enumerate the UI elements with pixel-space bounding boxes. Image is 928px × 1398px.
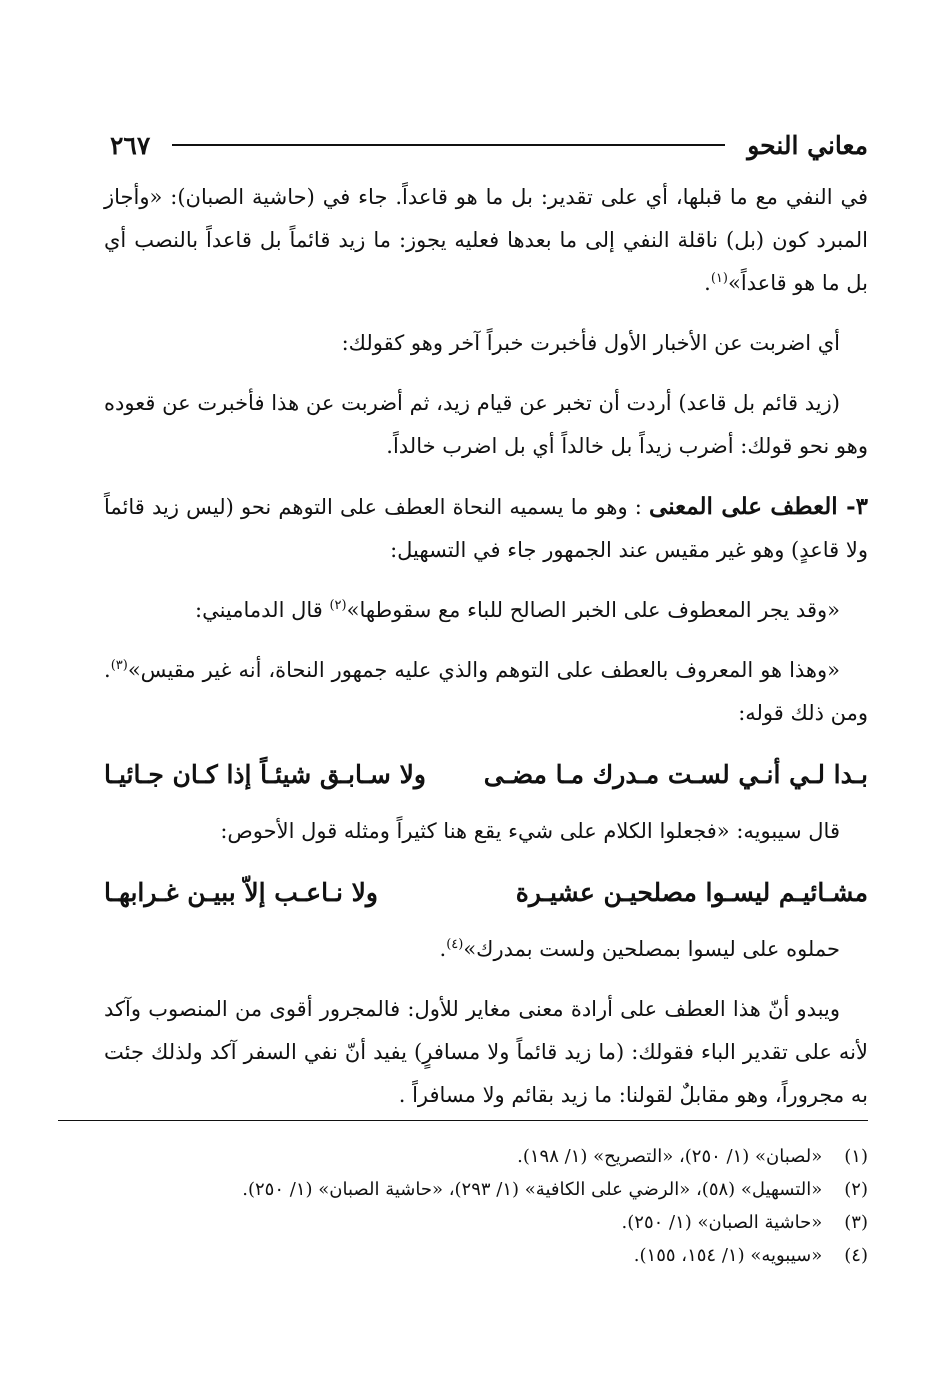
footnote-4 [104,1239,868,1272]
paragraph-3: (زيد قائم بل قاعد) أردت أن تخبر عن قيام زيد، ثم أضربت عن هذا فأخبرت عن قعوده وهو نحو قولك: أضرب زيداً بل خالداً أي بل اضرب خالداً. [104,391,868,458]
paragraph-5-text: «وقد يجر المعطوف على الخبر الصالح للباء مع سقوطها» [346,598,840,622]
header-rule [172,144,725,146]
verse-2-second-hemistich: ولا نـاعـب إلاّ ببيـن غـرابهـا [104,878,378,907]
footnote-1 [104,1140,868,1173]
verse-1-second-hemistich: ولا سـابـق شيئـاً إذا كـان جـائيـا [104,760,426,789]
footnote-2-text: «التسهيل» (٥٨)، «الرضي على الكافية» (١/ ٢٩٣)، «حاشية الصبان» (١/ ٢٥٠). [242,1179,823,1200]
footnote-1-text: «لصبان» (١/ ٢٥٠)، «التصريح» (١/ ١٩٨). [517,1146,823,1167]
main-text [104,176,868,1134]
paragraph-1-text: في النفي مع ما قبلها، أي على تقدير: بل ما هو قاعداً. جاء في (حاشية الصبان): «وأجاز المبرد كون (بل) ناقلة النفي إلى ما بعدها فعليه يجوز: ما زيد قائماً بل قاعداً بالنصب أي بل ما هو قاعداً» [104,185,868,295]
verse-1 [104,752,868,798]
paragraph-8-end: . [439,937,447,961]
paragraph-5 [104,589,868,632]
footnote-4-key: (٤) [844,1245,868,1266]
footnote-3-text: «حاشية الصبان» (١/ ٢٥٠). [621,1212,823,1233]
paragraph-8-text: حملوه على ليسوا بمصلحين ولست بمدرك» [463,937,840,961]
footnote-3-key: (٣) [844,1212,868,1233]
paragraph-6-end: . ومن ذلك قوله: [104,658,868,725]
paragraph-4 [104,485,868,572]
section-heading: ٣- العطف على المعنى [649,493,868,520]
footnote-ref-4: (٤) [446,937,464,952]
page-number: ٢٦٧ [110,130,151,160]
verse-1-first-hemistich: بـدا لـي أنـي لسـت مـدرك مـا مضـى [483,760,868,789]
paragraph-6 [104,649,868,735]
footnotes [104,1140,868,1272]
paragraph-2: أي اضربت عن الأخبار الأول فأخبرت خبراً آخر وهو كقولك: [341,331,840,355]
paragraph-7: قال سيبويه: «فجعلوا الكلام على شيء يقع هنا كثيراً ومثله قول الأحوص: [220,819,840,843]
footnote-3 [104,1206,868,1239]
paragraph-5-end: قال الدماميني: [195,598,330,622]
verse-2-first-hemistich: مشـائيـم ليسـوا مصلحيـن عشيـرة [515,878,868,907]
verse-2 [104,870,868,916]
footnote-separator [58,1120,868,1121]
running-title: معاني النحو [747,130,868,160]
footnote-2-key: (٢) [844,1179,868,1200]
paragraph-1 [104,176,868,305]
footnote-1-key: (١) [844,1146,868,1167]
paragraph-9: ويبدو أنّ هذا العطف على أرادة معنى مغاير للأول: فالمجرور أقوى من المنصوب وآكد لأنه على تقدير الباء فقولك: (ما زيد قائماً ولا مسافرٍ) يفيد أنّ نفي السفر آكد ولذلك جئت به مجروراً، وهو مقابلٌ لقولنا: ما زيد بقائم ولا مسافراً . [104,997,868,1107]
paragraph-1-end: . [704,271,711,295]
footnote-ref-3: (٣) [110,658,128,673]
paragraph-6-text: «وهذا هو المعروف بالعطف على التوهم والذي عليه جمهور النحاة، أنه غير مقيس» [127,658,840,682]
paragraph-8 [104,928,868,971]
footnote-ref-2: (٢) [329,598,347,613]
paragraph-4-text: : وهو ما يسميه النحاة العطف على التوهم نحو (ليس زيد قائماً ولا قاعدٍ) وهو غير مقيس عند الجمهور جاء في التسهيل: [104,495,868,562]
footnote-ref-1: (١) [710,271,728,286]
running-header [110,122,868,168]
footnote-2 [104,1173,868,1206]
footnote-4-text: «سيبويه» (١/ ١٥٤، ١٥٥). [633,1245,823,1266]
